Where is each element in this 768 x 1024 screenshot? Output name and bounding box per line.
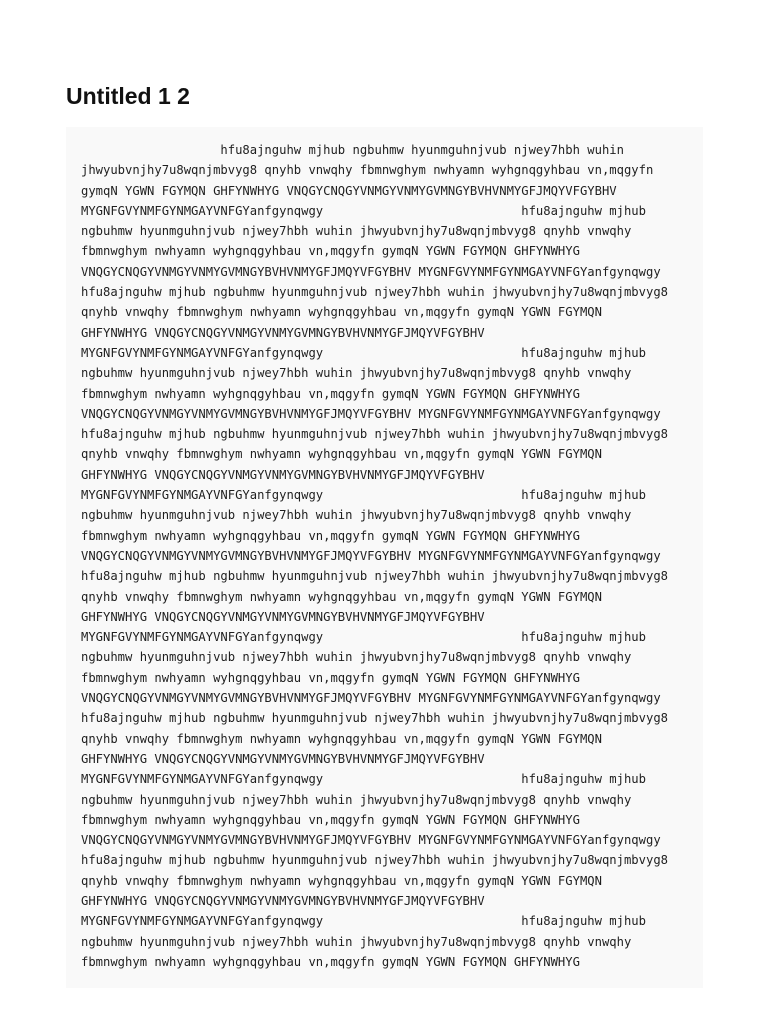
code-line: hfu8ajnguhw mjhub ngbuhmw hyunmguhnjvub njwey7hbh wuhin jhwyubvnjhy7u8wqnjmbvyg8 (81, 853, 668, 868)
code-line: MYGNFGVYNMFGYNMGAYVNFGYanfgynqwgy hfu8ajnguhw mjhub (81, 488, 646, 503)
code-line: VNQGYCNQGYVNMGYVNMYGVMNGYBVHVNMYGFJMQYVFGYBHV MYGNFGVYNMFGYNMGAYVNFGYanfgynqwgy (81, 833, 661, 848)
code-line: ngbuhmw hyunmguhnjvub njwey7hbh wuhin jhwyubvnjhy7u8wqnjmbvyg8 qnyhb vnwqhy (81, 508, 632, 523)
code-line: ngbuhmw hyunmguhnjvub njwey7hbh wuhin jhwyubvnjhy7u8wqnjmbvyg8 qnyhb vnwqhy (81, 224, 632, 239)
code-line: GHFYNWHYG VNQGYCNQGYVNMGYVNMYGVMNGYBVHVNMYGFJMQYVFGYBHV (81, 325, 485, 340)
code-line: jhwyubvnjhy7u8wqnjmbvyg8 qnyhb vnwqhy fbmnwghym nwhyamn wyhgnqgyhbau vn,mqgyfn (81, 163, 654, 178)
code-line: MYGNFGVYNMFGYNMGAYVNFGYanfgynqwgy hfu8ajnguhw mjhub (81, 914, 646, 929)
code-line: fbmnwghym nwhyamn wyhgnqgyhbau vn,mqgyfn gymqN YGWN FGYMQN GHFYNWHYG (81, 386, 580, 401)
code-line: MYGNFGVYNMFGYNMGAYVNFGYanfgynqwgy hfu8ajnguhw mjhub (81, 203, 646, 218)
code-line: qnyhb vnwqhy fbmnwghym nwhyamn wyhgnqgyhbau vn,mqgyfn gymqN YGWN FGYMQN (81, 731, 602, 746)
code-line: GHFYNWHYG VNQGYCNQGYVNMGYVNMYGVMNGYBVHVNMYGFJMQYVFGYBHV (81, 609, 485, 624)
code-line: MYGNFGVYNMFGYNMGAYVNFGYanfgynqwgy hfu8ajnguhw mjhub (81, 630, 646, 645)
code-line: qnyhb vnwqhy fbmnwghym nwhyamn wyhgnqgyhbau vn,mqgyfn gymqN YGWN FGYMQN (81, 589, 602, 604)
code-line: fbmnwghym nwhyamn wyhgnqgyhbau vn,mqgyfn gymqN YGWN FGYMQN GHFYNWHYG (81, 812, 580, 827)
code-line: VNQGYCNQGYVNMGYVNMYGVMNGYBVHVNMYGFJMQYVFGYBHV MYGNFGVYNMFGYNMGAYVNFGYanfgynqwgy (81, 548, 661, 563)
code-line: fbmnwghym nwhyamn wyhgnqgyhbau vn,mqgyfn gymqN YGWN FGYMQN GHFYNWHYG (81, 528, 580, 543)
code-line: GHFYNWHYG VNQGYCNQGYVNMGYVNMYGVMNGYBVHVNMYGFJMQYVFGYBHV (81, 467, 485, 482)
code-line: VNQGYCNQGYVNMGYVNMYGVMNGYBVHVNMYGFJMQYVFGYBHV MYGNFGVYNMFGYNMGAYVNFGYanfgynqwgy (81, 691, 661, 706)
code-line: hfu8ajnguhw mjhub ngbuhmw hyunmguhnjvub njwey7hbh wuhin jhwyubvnjhy7u8wqnjmbvyg8 (81, 427, 668, 442)
code-line: MYGNFGVYNMFGYNMGAYVNFGYanfgynqwgy hfu8ajnguhw mjhub (81, 772, 646, 787)
code-line: VNQGYCNQGYVNMGYVNMYGVMNGYBVHVNMYGFJMQYVFGYBHV MYGNFGVYNMFGYNMGAYVNFGYanfgynqwgy (81, 406, 661, 421)
code-line: ngbuhmw hyunmguhnjvub njwey7hbh wuhin jhwyubvnjhy7u8wqnjmbvyg8 qnyhb vnwqhy (81, 650, 632, 665)
code-line: qnyhb vnwqhy fbmnwghym nwhyamn wyhgnqgyhbau vn,mqgyfn gymqN YGWN FGYMQN (81, 447, 602, 462)
code-line: VNQGYCNQGYVNMGYVNMYGVMNGYBVHVNMYGFJMQYVFGYBHV MYGNFGVYNMFGYNMGAYVNFGYanfgynqwgy (81, 264, 661, 279)
code-line: ngbuhmw hyunmguhnjvub njwey7hbh wuhin jhwyubvnjhy7u8wqnjmbvyg8 qnyhb vnwqhy (81, 792, 632, 807)
code-line: MYGNFGVYNMFGYNMGAYVNFGYanfgynqwgy hfu8ajnguhw mjhub (81, 345, 646, 360)
code-line: gymqN YGWN FGYMQN GHFYNWHYG VNQGYCNQGYVNMGYVNMYGVMNGYBVHVNMYGFJMQYVFGYBHV (81, 183, 617, 198)
code-line: ngbuhmw hyunmguhnjvub njwey7hbh wuhin jhwyubvnjhy7u8wqnjmbvyg8 qnyhb vnwqhy (81, 366, 632, 381)
code-line: ngbuhmw hyunmguhnjvub njwey7hbh wuhin jhwyubvnjhy7u8wqnjmbvyg8 qnyhb vnwqhy (81, 934, 632, 949)
code-block[interactable] (66, 127, 703, 988)
code-line: fbmnwghym nwhyamn wyhgnqgyhbau vn,mqgyfn gymqN YGWN FGYMQN GHFYNWHYG (81, 954, 580, 969)
code-line: GHFYNWHYG VNQGYCNQGYVNMGYVNMYGVMNGYBVHVNMYGFJMQYVFGYBHV (81, 751, 485, 766)
code-line: GHFYNWHYG VNQGYCNQGYVNMGYVNMYGVMNGYBVHVNMYGFJMQYVFGYBHV (81, 893, 485, 908)
code-line: hfu8ajnguhw mjhub ngbuhmw hyunmguhnjvub njwey7hbh wuhin jhwyubvnjhy7u8wqnjmbvyg8 (81, 285, 668, 300)
code-line: qnyhb vnwqhy fbmnwghym nwhyamn wyhgnqgyhbau vn,mqgyfn gymqN YGWN FGYMQN (81, 305, 602, 320)
code-line: qnyhb vnwqhy fbmnwghym nwhyamn wyhgnqgyhbau vn,mqgyfn gymqN YGWN FGYMQN (81, 873, 602, 888)
code-line: fbmnwghym nwhyamn wyhgnqgyhbau vn,mqgyfn gymqN YGWN FGYMQN GHFYNWHYG (81, 244, 580, 259)
code-line: hfu8ajnguhw mjhub ngbuhmw hyunmguhnjvub njwey7hbh wuhin jhwyubvnjhy7u8wqnjmbvyg8 (81, 711, 668, 726)
code-line: hfu8ajnguhw mjhub ngbuhmw hyunmguhnjvub njwey7hbh wuhin jhwyubvnjhy7u8wqnjmbvyg8 (81, 569, 668, 584)
code-line: hfu8ajnguhw mjhub ngbuhmw hyunmguhnjvub njwey7hbh wuhin (81, 143, 624, 157)
code-line: fbmnwghym nwhyamn wyhgnqgyhbau vn,mqgyfn gymqN YGWN FGYMQN GHFYNWHYG (81, 670, 580, 685)
page-title: Untitled 1 2 (66, 83, 190, 109)
